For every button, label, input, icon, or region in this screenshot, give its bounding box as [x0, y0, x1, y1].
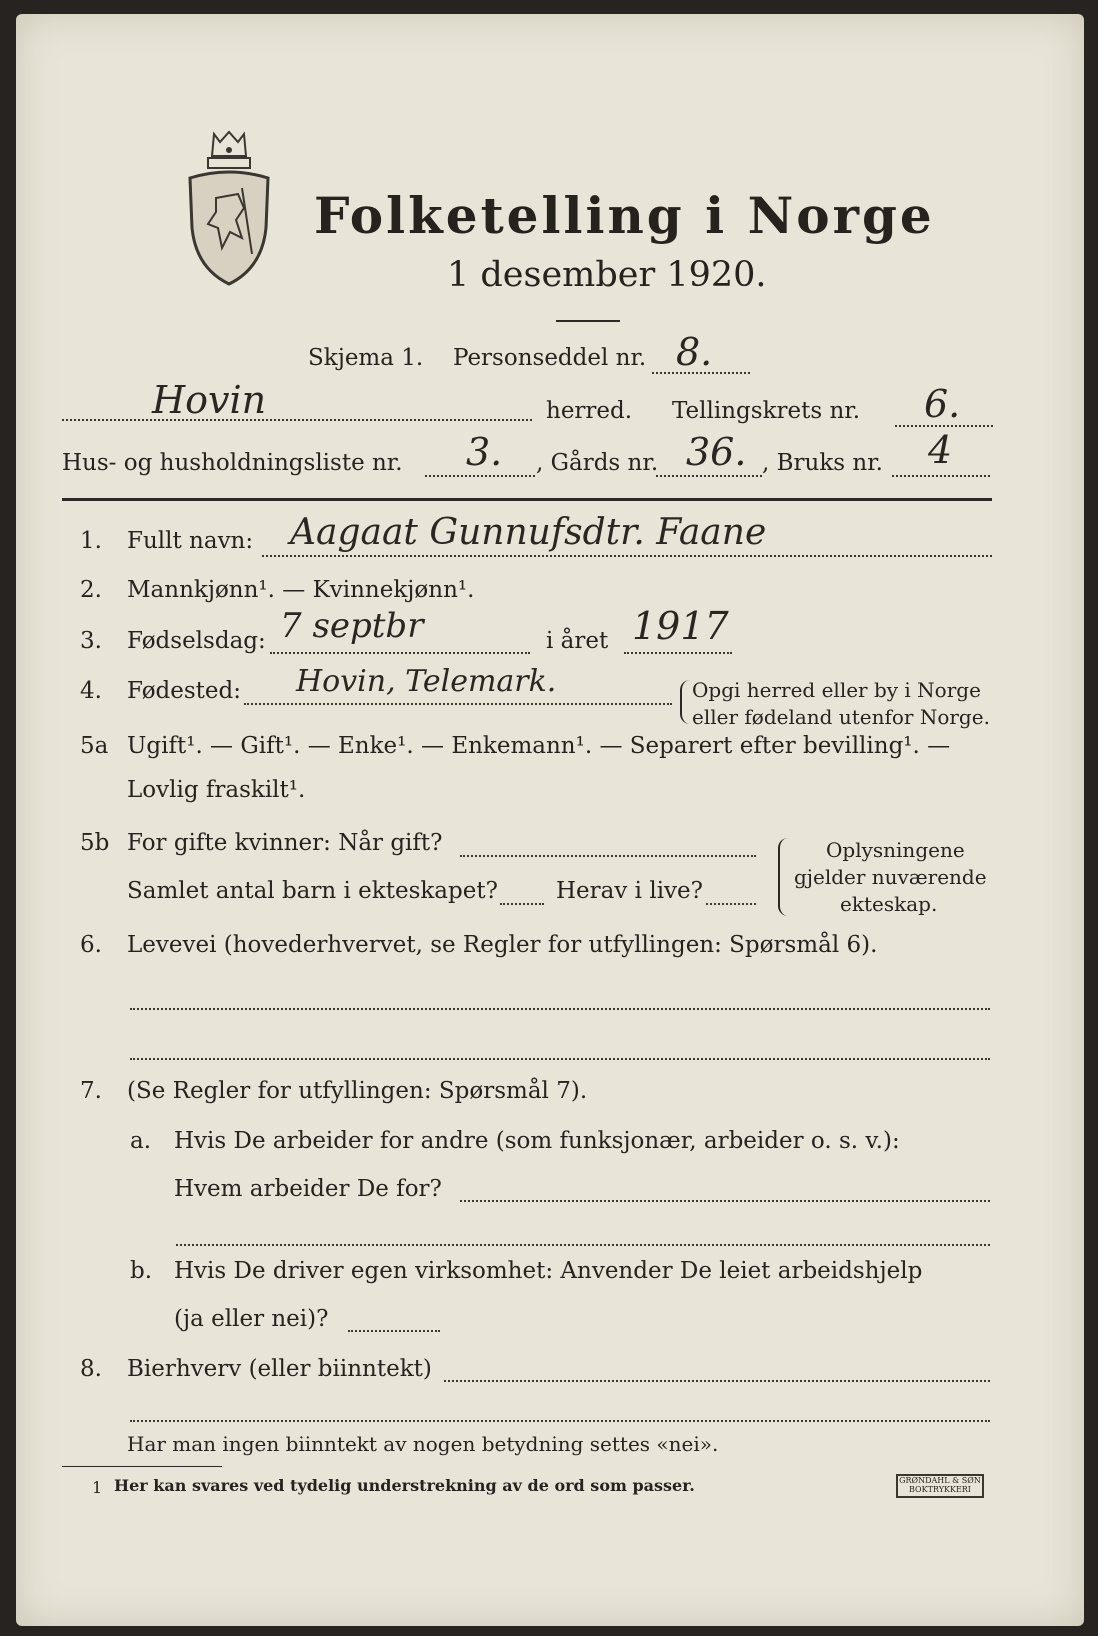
full-name-value: Aagaat Gunnufsdtr. Faane	[290, 512, 767, 553]
q5b-number: 5b	[80, 830, 110, 856]
sex-options: Mannkjønn¹. — Kvinnekjønn¹.	[127, 577, 475, 603]
full-name-label: Fullt navn:	[127, 528, 254, 554]
herred-label: herred.	[546, 398, 633, 424]
birth-year-line	[624, 652, 732, 654]
employment-label: (Se Regler for utfyllingen: Spørsmål 7).	[127, 1078, 588, 1104]
divorced-option: Lovlig fraskilt¹.	[127, 777, 306, 803]
children-total-line	[500, 903, 544, 905]
q4-number: 4.	[80, 678, 102, 704]
header-rule	[62, 498, 992, 501]
q7b-letter: b.	[130, 1258, 153, 1284]
occupation-line-1	[130, 1008, 990, 1010]
printer-stamp	[896, 1474, 984, 1498]
q7-number: 7.	[80, 1078, 102, 1104]
q5a-number: 5a	[80, 733, 109, 759]
children-alive-label: Herav i live?	[556, 878, 703, 904]
footnote-text: Her kan svares ved tydelig understrekning av de ord som passer.	[114, 1476, 695, 1495]
birthday-value: 7 septbr	[280, 606, 424, 646]
occupation-line-2	[130, 1058, 990, 1060]
census-date: 1 desember 1920.	[447, 255, 767, 295]
birth-year-value: 1917	[632, 604, 729, 648]
gards-line	[656, 475, 762, 477]
hired-help-label: (ja eller nei)?	[174, 1306, 329, 1332]
q8-number: 8.	[80, 1356, 102, 1382]
marriage-note-line2: gjelder nuværende	[794, 865, 987, 889]
occupation-label: Levevei (hovederhvervet, se Regler for utfyllingen: Spørsmål 6).	[127, 932, 878, 958]
q2-number: 2.	[80, 577, 102, 603]
full-name-line	[262, 555, 992, 557]
bruks-label: , Bruks nr.	[762, 450, 883, 476]
gards-label: , Gårds nr.	[536, 450, 659, 476]
birthplace-value: Hovin, Telemark.	[296, 664, 557, 699]
employer-label: Hvem arbeider De for?	[174, 1176, 442, 1202]
children-total-label: Samlet antal barn i ekteskapet?	[127, 878, 498, 904]
side-income-line	[444, 1380, 990, 1382]
herred-value: Hovin	[152, 378, 267, 422]
side-income-line-2	[130, 1420, 990, 1422]
birthday-line	[270, 652, 530, 654]
marriage-note-brace	[778, 838, 788, 916]
q3-number: 3.	[80, 628, 102, 654]
hired-help-line	[348, 1330, 440, 1332]
own-business-question: Hvis De driver egen virksomhet: Anvender De leiet arbeidshjelp	[174, 1258, 923, 1284]
household-list-label: Hus- og husholdningsliste nr.	[62, 450, 403, 476]
birthplace-note-line2: eller fødeland utenfor Norge.	[692, 705, 990, 729]
married-when-label: For gifte kvinner: Når gift?	[127, 830, 443, 856]
form-title: Folketelling i Norge	[314, 186, 935, 245]
q1-number: 1.	[80, 528, 102, 554]
schema-label: Skjema 1.	[308, 345, 424, 371]
bruks-value: 4	[928, 428, 953, 472]
q6-number: 6.	[80, 932, 102, 958]
personseddel-label: Personseddel nr.	[453, 345, 647, 371]
employer-line-2	[176, 1244, 990, 1246]
printer-stamp-line2: BOKTRYKKERI	[909, 1485, 971, 1494]
birthplace-label: Fødested:	[127, 678, 242, 704]
married-when-line	[460, 855, 756, 857]
household-list-line	[425, 475, 535, 477]
side-income-label: Bierhverv (eller biinntekt)	[127, 1356, 432, 1382]
q7a-letter: a.	[130, 1128, 152, 1154]
birthday-label: Fødselsdag:	[127, 628, 266, 654]
birthplace-note-line1: Opgi herred eller by i Norge	[692, 678, 981, 702]
marriage-note-line1: Oplysningene	[826, 838, 965, 862]
works-for-others-question: Hvis De arbeider for andre (som funksjonær, arbeider o. s. v.):	[174, 1128, 900, 1154]
footnote-divider	[62, 1466, 222, 1467]
employer-line	[460, 1200, 990, 1202]
marriage-note-line3: ekteskap.	[840, 892, 938, 916]
marital-status-options: Ugift¹. — Gift¹. — Enke¹. — Enkemann¹. — Separert efter bevilling¹. —	[127, 733, 951, 759]
title-divider	[556, 320, 620, 322]
tellingskrets-label: Tellingskrets nr.	[672, 398, 861, 424]
side-income-note: Har man ingen biinntekt av nogen betydning settes «nei».	[127, 1432, 719, 1456]
coat-of-arms-icon	[186, 128, 272, 286]
herred-line	[62, 419, 532, 421]
bruks-line	[892, 475, 990, 477]
birthplace-note-brace	[680, 680, 690, 724]
printer-stamp-line1: GRØNDAHL & SØN	[899, 1476, 981, 1485]
birth-year-label: i året	[546, 628, 609, 654]
footnote-mark: 1	[92, 1478, 103, 1497]
tellingskrets-value: 6.	[924, 382, 961, 426]
children-alive-line	[706, 903, 756, 905]
personseddel-value: 8.	[676, 330, 713, 374]
household-list-value: 3.	[466, 430, 503, 474]
gards-value: 36.	[686, 430, 747, 474]
birthplace-line	[244, 703, 672, 705]
